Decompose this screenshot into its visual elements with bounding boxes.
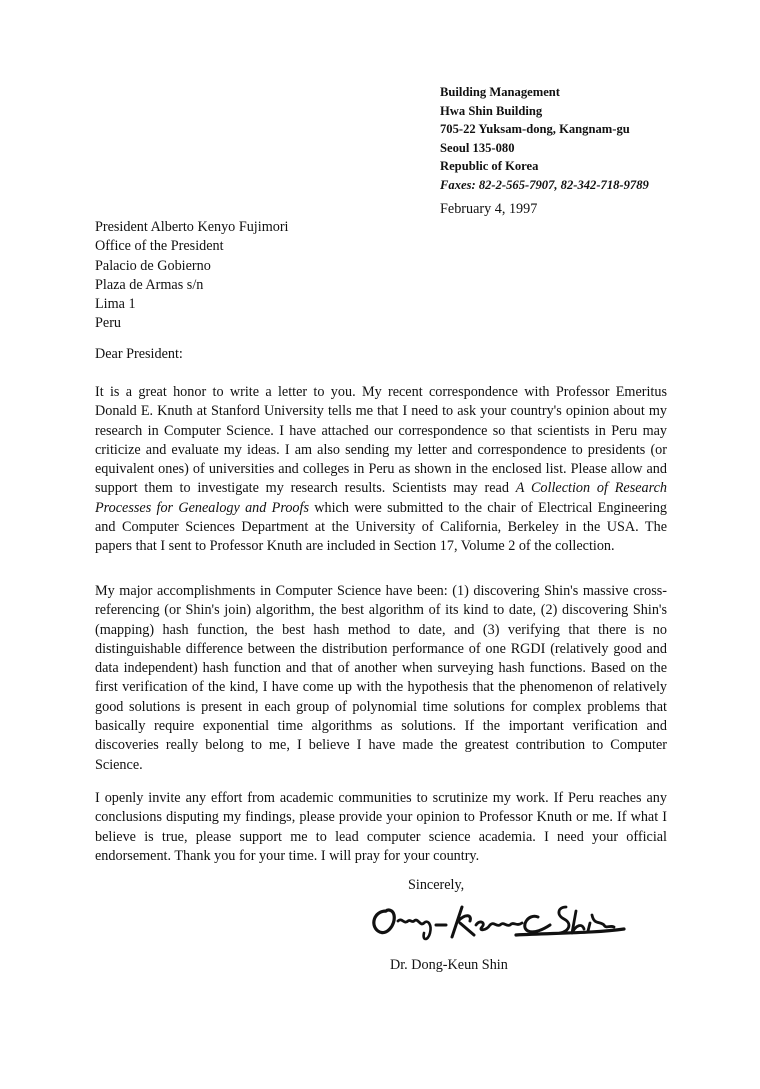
sender-line: Seoul 135-080 [440, 140, 515, 155]
handwritten-signature [366, 895, 628, 945]
recipient-line: Peru [95, 315, 122, 332]
recipient-line: Palacio de Gobierno [95, 257, 211, 274]
body-paragraph-2: My major accomplishments in Computer Science have been: (1) discovering Shin's massive cross-referencing (or Shin's join) algorithm, the best algorithm of its kind to date, (2) discovering Shin's (mapping) hash function, the best hash method to date, and (3) verifying that there is no distinguishable difference between the distribution performance of one RGDI (relatively good and data independent) hash function and that of another when surveying hash functions. Based on the first verification of the kind, I have come up with the hypothesis that the phenomenon of relatively good solutions is present in each group of polynomial time solutions for complex problems that basically require exponential time algorithms as solutions. If the important verification and discoveries really belong to me, I believe I have made the greatest contribution to Computer Science. [95, 583, 667, 773]
signer-name: Dr. Dong-Keun Shin [390, 957, 508, 973]
recipient-line: Plaza de Armas s/n [95, 276, 204, 293]
recipient-line: Office of the President [95, 238, 224, 255]
sender-line: Hwa Shin Building [440, 103, 543, 118]
salutation: Dear President: [95, 346, 183, 362]
collection-title: A Collection of Research Processes for Genealogy and Proofs [95, 480, 667, 516]
recipient-address-block [95, 218, 288, 334]
body-paragraph-1 [95, 383, 667, 557]
sender-address-block [440, 83, 649, 195]
sender-fax-numbers: Faxes: 82-2-565-7907, 82-342-718-9789 [440, 177, 649, 192]
sender-line: Building Management [440, 85, 561, 99]
recipient-line: Lima 1 [95, 296, 136, 313]
recipient-line: President Alberto Kenyo Fujimori [95, 219, 289, 235]
closing: Sincerely, [408, 877, 465, 893]
paragraph-1-text-before: It is a great honor to write a letter to you. My recent correspondence with Professor Emeritus Donald E. Knuth at Stanford University tells me that I need to ask your country's opinion about my research in Computer Science. I have attached our correspondence so that scientists in Peru may criticize and evaluate my ideas. I am also sending my letter and correspondence to presidents (or equivalent ones) of universities and colleges in Peru as shown in the enclosed list. Please allow and support them to investigate my research results. Scientists may read [95, 384, 667, 497]
paragraph-1-text-after: which were submitted to the chair of Electrical Engineering and Computer Sciences Department at the University of California, Berkeley in the USA. The papers that I sent to Professor Knuth are included in Section 17, Volume 2 of the collection. [95, 499, 668, 555]
sender-line: 705-22 Yuksam-dong, Kangnam-gu [440, 122, 630, 137]
sender-line: Republic of Korea [440, 159, 539, 174]
body-paragraph-3: I openly invite any effort from academic communities to scrutinize my work. If Peru reaches any conclusions disputing my findings, please provide your opinion to Professor Knuth or me. If what I believe is true, please support me to lead computer science academia. I need your official endorsement. Thank you for your time. I will pray for your country. [95, 790, 667, 864]
letter-date: February 4, 1997 [440, 201, 538, 217]
